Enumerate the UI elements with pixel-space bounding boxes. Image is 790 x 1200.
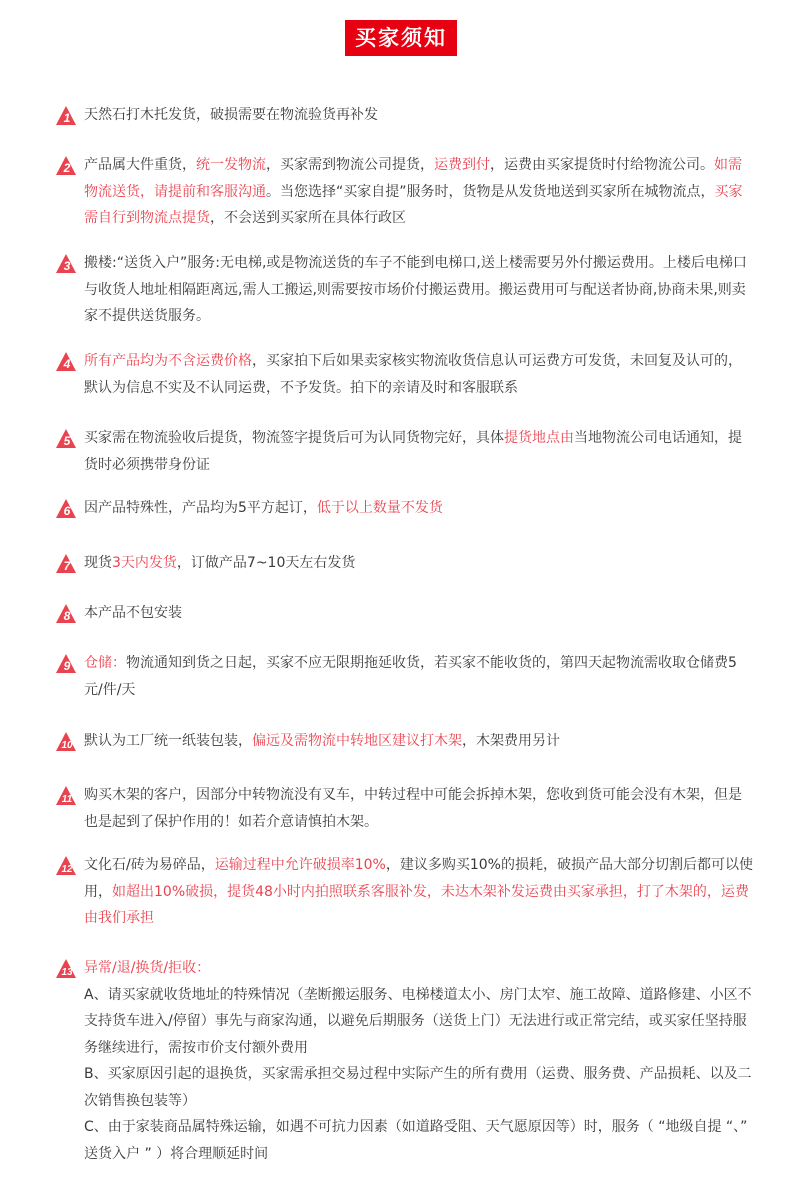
number-badge-icon xyxy=(55,785,77,807)
svg-text:11: 11 xyxy=(61,794,73,805)
highlight-text: 异常/退/换货/拒收： xyxy=(84,960,211,976)
body-text: ，木架费用另计 xyxy=(462,733,560,749)
svg-text:1: 1 xyxy=(63,111,71,125)
body-text: ，运费由买家提货时付给物流公司。 xyxy=(490,157,714,173)
number-badge-icon xyxy=(55,155,77,177)
svg-text:7: 7 xyxy=(63,559,71,573)
highlight-text: 统一发物流 xyxy=(196,157,266,173)
number-badge-icon xyxy=(55,105,77,127)
number-badge-icon xyxy=(55,731,77,753)
highlight-text: 买家需自行到物流点提货 xyxy=(84,183,743,226)
highlight-text: 3天内发货 xyxy=(112,555,177,571)
sub-clause: B、买家原因引起的退换货，买家需承担交易过程中实际产生的所有费用（运费、服务费、产品损耗、以及二次销售换包装等） xyxy=(84,1066,752,1109)
svg-text:12: 12 xyxy=(61,864,73,875)
body-text: 本产品不包安装 xyxy=(84,605,182,621)
body-text: 。当您选择“买家自提”服务时，货物是从发货地送到买家所在城物流点， xyxy=(266,183,715,200)
notice-text xyxy=(84,600,755,627)
body-text: ，买家需到物流公司提货， xyxy=(266,157,434,173)
number-badge-icon xyxy=(55,958,77,980)
number-badge-icon xyxy=(55,855,77,877)
notice-text xyxy=(84,782,755,835)
number-badge-icon xyxy=(55,428,77,450)
notice-text xyxy=(84,348,755,401)
svg-text:5: 5 xyxy=(63,434,71,448)
notice-text xyxy=(84,152,755,232)
highlight-text: 低于以上数量不发货 xyxy=(316,500,443,516)
notice-text xyxy=(84,102,755,129)
svg-text:6: 6 xyxy=(63,504,71,518)
body-text: 搬楼:“送货入户”服务:无电梯,或是物流送货的车子不能到电梯口,送上楼需要另外付搬运费用。上楼后电梯口与收货人地址相隔距离远,需人工搬运,则需要按市场价付搬运费用。搬运费用可与配送者协商,协商未果,则卖家不提供送货服务。 xyxy=(84,255,747,324)
svg-text:8: 8 xyxy=(63,609,71,623)
notice-text xyxy=(84,495,755,522)
body-text: 物流通知到货之日起，买家不应无限期拖延收货，若买家不能收货的，第四天起物流需收取仓储费5元/件/天 xyxy=(84,655,737,698)
notice-text xyxy=(84,425,755,478)
sub-clause: C、由于家装商品属特殊运输，如遇不可抗力因素（如道路受阻、天气愿原因等）时，服务（ “地级自提 “、” 送货入户 ” ）将合理顺延时间 xyxy=(84,1119,748,1162)
number-badge-icon xyxy=(55,351,77,373)
body-text: 产品属大件重货， xyxy=(84,157,196,173)
body-text: ，建议多购买10%的损耗，破损产品大部分切割后都可以使用， xyxy=(84,857,753,900)
svg-text:4: 4 xyxy=(63,357,71,371)
body-text: 默认为工厂统一纸装包装， xyxy=(84,733,252,749)
body-text: 现货 xyxy=(84,555,112,571)
svg-text:13: 13 xyxy=(61,967,73,978)
notice-text xyxy=(84,650,755,703)
svg-text:10: 10 xyxy=(61,740,73,751)
highlight-text: 所有产品均为不含运费价格 xyxy=(84,353,252,369)
body-text: 当地物流公司电话通知，提货时必须携带身份证 xyxy=(84,430,742,473)
highlight-text: 运输过程中允许破损率10% xyxy=(214,857,386,873)
body-text: ，不会送到买家所在具体行政区 xyxy=(210,210,406,226)
body-text: 购买木架的客户，因部分中转物流没有叉车，中转过程中可能会拆掉木架，您收到货可能会没有木架，但是也是起到了保护作用的！如若介意请慎拍木架。 xyxy=(84,787,742,830)
body-text: 因产品特殊性，产品均为5平方起订， xyxy=(84,500,317,516)
number-badge-icon xyxy=(55,553,77,575)
highlight-text: 偏远及需物流中转地区建议打木架 xyxy=(252,733,462,749)
highlight-text: 运费到付 xyxy=(434,157,490,173)
body-text: 文化石/砖为易碎品， xyxy=(84,857,215,873)
sub-clause: A、请买家就收货地址的特殊情况（垄断搬运服务、电梯楼道太小、房门太窄、施工故障、道路修建、小区不支持货车进入/停留）事先与商家沟通，以避免后期服务（送货上门）无法进行或正常完结，或买家任坚持服务继续进行，需按市价支付额外费用 xyxy=(84,986,752,1056)
notice-text xyxy=(84,550,755,577)
body-text: 买家需在物流验收后提货，物流签字提货后可为认同货物完好，具体 xyxy=(84,430,504,446)
body-text: 天然石打木托发货，破损需要在物流验货再补发 xyxy=(84,107,378,123)
highlight-text: 仓储： xyxy=(84,655,126,671)
svg-text:9: 9 xyxy=(63,659,71,673)
highlight-text: 如需物流送货，请提前和客服沟通 xyxy=(84,157,742,200)
highlight-text: 如超出10%破损，提货48小时内拍照联系客服补发，未达木架补发运费由买家承担，打了木架的，运费由我们承担 xyxy=(84,883,749,926)
svg-text:3: 3 xyxy=(63,259,71,273)
notice-text xyxy=(84,250,755,330)
notice-text xyxy=(84,728,755,755)
notice-text xyxy=(84,852,755,932)
number-badge-icon xyxy=(55,253,77,275)
number-badge-icon xyxy=(55,653,77,675)
body-text: ，订做产品7~10天左右发货 xyxy=(176,555,356,571)
number-badge-icon xyxy=(55,603,77,625)
svg-text:2: 2 xyxy=(63,161,71,175)
notice-text xyxy=(84,955,755,1167)
body-text: ，买家拍下后如果卖家核实物流收货信息认可运费方可发货，未回复及认可的，默认为信息不实及不认同运费，不予发货。拍下的亲请及时和客服联系 xyxy=(84,353,742,396)
number-badge-icon xyxy=(55,498,77,520)
page-title: 买家须知 xyxy=(345,20,457,56)
highlight-text: 提货地点由 xyxy=(504,430,574,446)
